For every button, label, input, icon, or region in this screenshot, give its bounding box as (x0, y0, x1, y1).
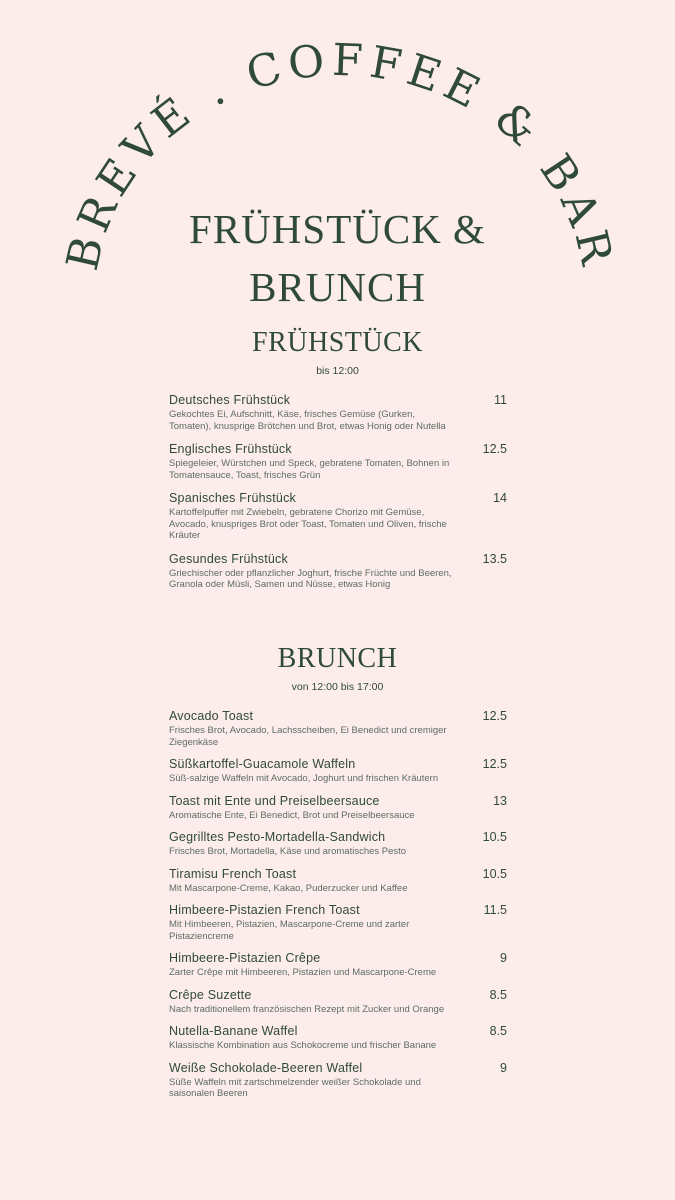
item-description: Aromatische Ente, Ei Benedict, Brot und Preiselbeersauce (169, 809, 415, 821)
item-description: Zarter Crêpe mit Himbeeren, Pistazien und Mascarpone-Creme (169, 967, 437, 978)
brunch-title: BRUNCH (277, 643, 398, 674)
item-name: Spanisches Frühstück (169, 491, 296, 505)
brunch-list (169, 708, 507, 1100)
fruehstueck-time: bis 12:00 (316, 365, 359, 377)
item-price: 12.5 (482, 709, 507, 723)
item-price: 8.5 (489, 987, 507, 1002)
item-name: Tiramisu French Toast (169, 866, 297, 881)
brand-name: BREVÉ . COFFEE & BAR (57, 34, 624, 275)
menu-item (169, 829, 507, 858)
item-price: 9 (500, 1060, 507, 1075)
item-description: Süß-salzige Waffeln mit Avocado, Joghurt und frischen Kräutern (169, 773, 439, 784)
item-name: Gegrilltes Pesto-Mortadella-Sandwich (169, 830, 386, 844)
menu-item (169, 756, 507, 785)
item-name: Gesundes Frühstück (169, 551, 288, 566)
item-description: Kartoffelpuffer mit Zwiebeln, gebratene Chorizo mit Gemüse, Avocado, knuspriges Brot oder Toast, Tomaten und Oliven, frische Kräuter (169, 507, 447, 541)
menu-item (169, 392, 507, 432)
item-name: Süßkartoffel-Guacamole Waffeln (169, 757, 356, 771)
item-description: Mit Himbeeren, Pistazien, Mascarpone-Creme und zarter Pistaziencreme (169, 919, 410, 942)
brunch-time: von 12:00 bis 17:00 (291, 681, 384, 693)
fruehstueck-header (0, 326, 675, 378)
fruehstueck-title: FRÜHSTÜCK (252, 327, 423, 358)
menu-item (169, 551, 507, 591)
item-name: Avocado Toast (169, 709, 254, 723)
item-price: 12.5 (482, 442, 507, 456)
menu-item (169, 987, 507, 1016)
page-title (0, 200, 675, 316)
item-price: 14 (493, 491, 507, 505)
item-description: Süße Waffeln mit zartschmelzender weißer Schokolade und saisonalen Beeren (169, 1076, 421, 1099)
item-name: Weiße Schokolade-Beeren Waffel (169, 1060, 363, 1075)
menu-item (169, 793, 507, 822)
page-title-line1: FRÜHSTÜCK & (189, 206, 486, 252)
menu-item (169, 1060, 507, 1100)
item-description: Mit Mascarpone-Creme, Kakao, Puderzucker und Kaffee (169, 882, 408, 894)
menu-item (169, 950, 507, 979)
menu-item (169, 490, 507, 542)
item-price: 13.5 (482, 551, 507, 566)
fruehstueck-list (169, 392, 507, 591)
item-price: 11 (494, 393, 507, 407)
item-price: 9 (500, 951, 507, 965)
item-description: Nach traditionellem französischen Rezept mit Zucker und Orange (169, 1003, 445, 1015)
menu-item (169, 1023, 507, 1052)
item-name: Englisches Frühstück (169, 442, 292, 456)
item-price: 11.5 (483, 903, 507, 917)
menu-item (169, 902, 507, 942)
brunch-header (0, 642, 675, 694)
item-price: 8.5 (489, 1024, 507, 1038)
item-name: Nutella-Banane Waffel (169, 1024, 298, 1038)
menu-item (169, 441, 507, 481)
item-name: Himbeere-Pistazien Crêpe (169, 951, 321, 965)
item-name: Deutsches Frühstück (169, 393, 291, 407)
item-price: 12.5 (482, 757, 507, 771)
item-description: Frisches Brot, Avocado, Lachsscheiben, Ei Benedict und cremiger Ziegenkäse (169, 725, 447, 748)
item-price: 10.5 (482, 830, 507, 844)
item-price: 13 (493, 793, 507, 808)
menu-item (169, 866, 507, 895)
item-description: Spiegeleier, Würstchen und Speck, gebratene Tomaten, Bohnen in Tomatensauce, Toast, frisches Grün (169, 458, 450, 481)
item-description: Griechischer oder pflanzlicher Joghurt, frische Früchte und Beeren, Granola oder Müsli, Samen und Nüsse, etwas Honig (169, 567, 452, 590)
item-description: Klassische Kombination aus Schokocreme und frischer Banane (169, 1040, 437, 1051)
menu-item (169, 708, 507, 748)
item-name: Toast mit Ente und Preiselbeersauce (169, 793, 380, 808)
item-name: Himbeere-Pistazien French Toast (169, 903, 360, 917)
item-price: 10.5 (482, 866, 507, 881)
item-description: Frisches Brot, Mortadella, Käse und aromatisches Pesto (169, 846, 407, 857)
item-name: Crêpe Suzette (169, 987, 252, 1002)
item-description: Gekochtes Ei, Aufschnitt, Käse, frisches Gemüse (Gurken, Tomaten), knusprige Brötchen und Brot, etwas Honig oder Nutella (169, 409, 446, 432)
page-title-line2: BRUNCH (249, 264, 426, 310)
